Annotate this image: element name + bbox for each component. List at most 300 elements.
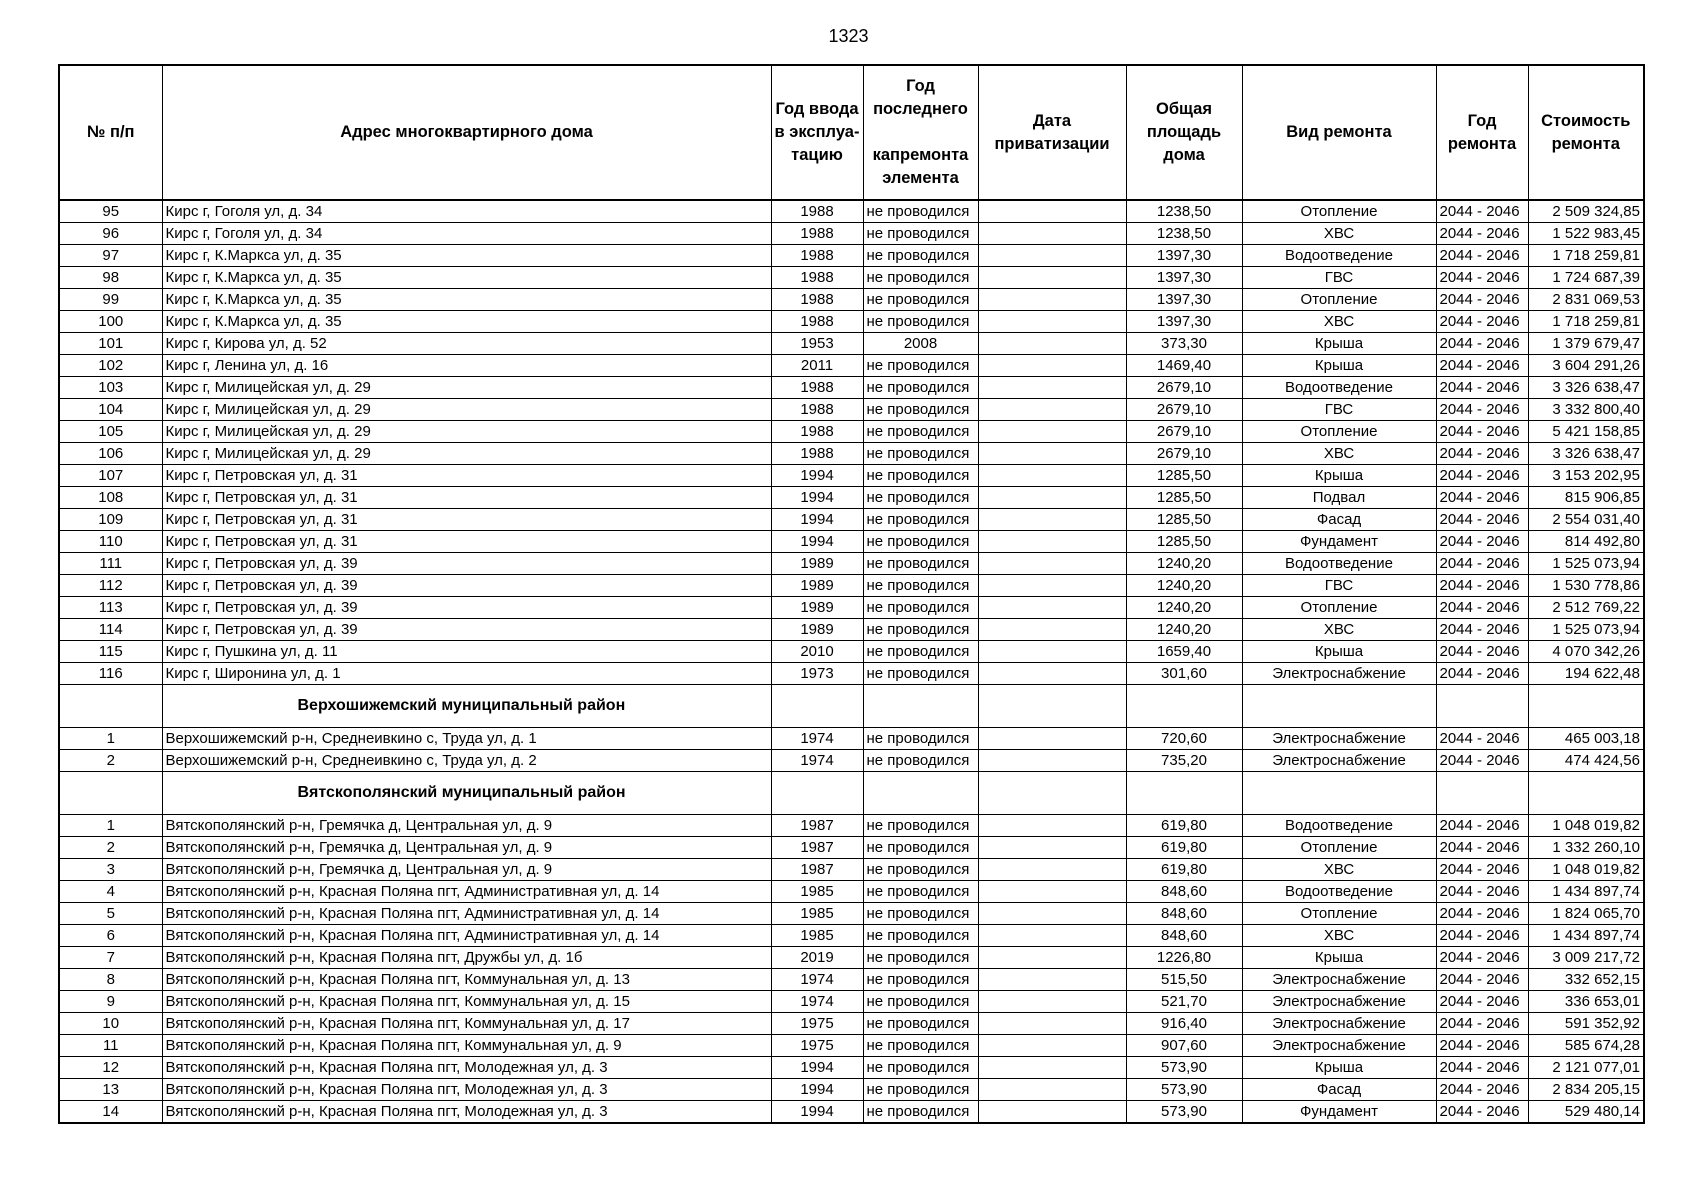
row-last-repair: не проводился	[863, 991, 978, 1013]
row-privatization	[978, 575, 1126, 597]
table-row	[59, 443, 1644, 465]
row-number: 99	[59, 289, 162, 311]
row-repair-period: 2044 - 2046	[1436, 465, 1528, 487]
row-area: 916,40	[1126, 1013, 1242, 1035]
table-row	[59, 311, 1644, 333]
row-last-repair: не проводился	[863, 267, 978, 289]
section-heading-row	[59, 772, 1644, 815]
row-area: 2679,10	[1126, 443, 1242, 465]
row-privatization	[978, 837, 1126, 859]
row-repair-type: Крыша	[1242, 947, 1436, 969]
row-address: Верхошижемский р-н, Среднеивкино с, Труда ул, д. 2	[162, 750, 771, 772]
row-last-repair: не проводился	[863, 728, 978, 750]
row-repair-type: ХВС	[1242, 223, 1436, 245]
row-number: 95	[59, 200, 162, 223]
row-address: Кирс г, Милицейская ул, д. 29	[162, 399, 771, 421]
row-commission-year: 1988	[771, 289, 863, 311]
section-title: Вятскополянский муниципальный район	[162, 772, 771, 815]
row-commission-year: 1974	[771, 969, 863, 991]
row-address: Кирс г, Милицейская ул, д. 29	[162, 377, 771, 399]
row-privatization	[978, 377, 1126, 399]
row-area: 1469,40	[1126, 355, 1242, 377]
row-area: 1397,30	[1126, 289, 1242, 311]
row-privatization	[978, 750, 1126, 772]
row-commission-year: 1989	[771, 575, 863, 597]
row-area: 1285,50	[1126, 509, 1242, 531]
row-commission-year: 1989	[771, 619, 863, 641]
row-area: 515,50	[1126, 969, 1242, 991]
row-area: 907,60	[1126, 1035, 1242, 1057]
row-last-repair: не проводился	[863, 553, 978, 575]
section-empty-cell	[863, 772, 978, 815]
repair-register-table	[58, 64, 1645, 1124]
row-commission-year: 1987	[771, 815, 863, 837]
row-area: 521,70	[1126, 991, 1242, 1013]
row-number: 13	[59, 1079, 162, 1101]
table-row	[59, 597, 1644, 619]
row-privatization	[978, 728, 1126, 750]
row-privatization	[978, 333, 1126, 355]
row-address: Кирс г, К.Маркса ул, д. 35	[162, 267, 771, 289]
row-number: 9	[59, 991, 162, 1013]
row-repair-period: 2044 - 2046	[1436, 1035, 1528, 1057]
row-area: 1285,50	[1126, 465, 1242, 487]
row-last-repair: не проводился	[863, 925, 978, 947]
row-address: Вятскополянский р-н, Красная Поляна пгт, Административная ул, д. 14	[162, 925, 771, 947]
row-repair-type: Крыша	[1242, 641, 1436, 663]
row-address: Вятскополянский р-н, Красная Поляна пгт, Административная ул, д. 14	[162, 881, 771, 903]
row-address: Кирс г, Петровская ул, д. 31	[162, 509, 771, 531]
row-repair-type: Крыша	[1242, 465, 1436, 487]
row-privatization	[978, 1101, 1126, 1124]
row-area: 848,60	[1126, 903, 1242, 925]
row-privatization	[978, 267, 1126, 289]
row-address: Вятскополянский р-н, Гремячка д, Центральная ул, д. 9	[162, 815, 771, 837]
row-address: Кирс г, Петровская ул, д. 39	[162, 597, 771, 619]
row-cost: 814 492,80	[1528, 531, 1644, 553]
row-last-repair: не проводился	[863, 200, 978, 223]
row-area: 1240,20	[1126, 553, 1242, 575]
row-cost: 1 525 073,94	[1528, 553, 1644, 575]
row-number: 104	[59, 399, 162, 421]
row-last-repair: не проводился	[863, 619, 978, 641]
row-cost: 1 048 019,82	[1528, 815, 1644, 837]
table-row	[59, 245, 1644, 267]
row-area: 1397,30	[1126, 245, 1242, 267]
row-address: Вятскополянский р-н, Гремячка д, Центральная ул, д. 9	[162, 859, 771, 881]
row-last-repair: не проводился	[863, 1079, 978, 1101]
row-last-repair: не проводился	[863, 969, 978, 991]
row-area: 1226,80	[1126, 947, 1242, 969]
row-area: 619,80	[1126, 859, 1242, 881]
row-commission-year: 1975	[771, 1035, 863, 1057]
header-area: Общая площадь дома	[1126, 65, 1242, 200]
row-cost: 1 434 897,74	[1528, 881, 1644, 903]
row-repair-period: 2044 - 2046	[1436, 575, 1528, 597]
row-address: Вятскополянский р-н, Гремячка д, Центральная ул, д. 9	[162, 837, 771, 859]
row-last-repair: не проводился	[863, 531, 978, 553]
row-commission-year: 1988	[771, 245, 863, 267]
row-address: Вятскополянский р-н, Красная Поляна пгт, Административная ул, д. 14	[162, 903, 771, 925]
section-empty-cell	[1126, 685, 1242, 728]
row-area: 301,60	[1126, 663, 1242, 685]
row-address: Кирс г, Ленина ул, д. 16	[162, 355, 771, 377]
table-row	[59, 859, 1644, 881]
row-number: 3	[59, 859, 162, 881]
row-repair-period: 2044 - 2046	[1436, 223, 1528, 245]
row-privatization	[978, 641, 1126, 663]
row-last-repair: не проводился	[863, 903, 978, 925]
row-last-repair: не проводился	[863, 837, 978, 859]
row-cost: 3 332 800,40	[1528, 399, 1644, 421]
row-repair-type: Подвал	[1242, 487, 1436, 509]
row-last-repair: не проводился	[863, 509, 978, 531]
row-cost: 3 326 638,47	[1528, 377, 1644, 399]
row-repair-type: Отопление	[1242, 200, 1436, 223]
row-cost: 2 509 324,85	[1528, 200, 1644, 223]
row-address: Кирс г, Петровская ул, д. 39	[162, 553, 771, 575]
row-cost: 474 424,56	[1528, 750, 1644, 772]
row-area: 848,60	[1126, 881, 1242, 903]
section-empty-cell	[1528, 772, 1644, 815]
section-empty-cell	[1242, 772, 1436, 815]
row-number: 101	[59, 333, 162, 355]
row-commission-year: 1988	[771, 377, 863, 399]
row-number: 107	[59, 465, 162, 487]
table-row	[59, 575, 1644, 597]
row-last-repair: не проводился	[863, 465, 978, 487]
row-address: Кирс г, Широнина ул, д. 1	[162, 663, 771, 685]
section-title: Верхошижемский муниципальный район	[162, 685, 771, 728]
row-commission-year: 1988	[771, 311, 863, 333]
row-area: 373,30	[1126, 333, 1242, 355]
row-commission-year: 1974	[771, 750, 863, 772]
table-row	[59, 641, 1644, 663]
row-repair-type: Крыша	[1242, 333, 1436, 355]
row-area: 573,90	[1126, 1057, 1242, 1079]
row-cost: 4 070 342,26	[1528, 641, 1644, 663]
table-row	[59, 1035, 1644, 1057]
row-cost: 591 352,92	[1528, 1013, 1644, 1035]
row-privatization	[978, 421, 1126, 443]
row-repair-type: ГВС	[1242, 267, 1436, 289]
row-area: 573,90	[1126, 1079, 1242, 1101]
row-cost: 529 480,14	[1528, 1101, 1644, 1124]
row-commission-year: 1988	[771, 399, 863, 421]
row-repair-period: 2044 - 2046	[1436, 947, 1528, 969]
row-repair-period: 2044 - 2046	[1436, 663, 1528, 685]
row-commission-year: 1994	[771, 465, 863, 487]
row-area: 619,80	[1126, 837, 1242, 859]
row-number: 110	[59, 531, 162, 553]
row-cost: 2 121 077,01	[1528, 1057, 1644, 1079]
table-row	[59, 837, 1644, 859]
row-privatization	[978, 399, 1126, 421]
row-repair-type: Фундамент	[1242, 1101, 1436, 1124]
row-commission-year: 1973	[771, 663, 863, 685]
row-repair-period: 2044 - 2046	[1436, 837, 1528, 859]
table-row	[59, 991, 1644, 1013]
row-commission-year: 1988	[771, 421, 863, 443]
row-repair-period: 2044 - 2046	[1436, 925, 1528, 947]
row-repair-type: Отопление	[1242, 903, 1436, 925]
row-last-repair: не проводился	[863, 223, 978, 245]
row-repair-period: 2044 - 2046	[1436, 641, 1528, 663]
row-number: 97	[59, 245, 162, 267]
row-privatization	[978, 947, 1126, 969]
row-privatization	[978, 465, 1126, 487]
row-commission-year: 1985	[771, 903, 863, 925]
table-row	[59, 881, 1644, 903]
row-repair-period: 2044 - 2046	[1436, 1079, 1528, 1101]
table-row	[59, 553, 1644, 575]
row-commission-year: 1994	[771, 1057, 863, 1079]
row-privatization	[978, 881, 1126, 903]
table-row	[59, 531, 1644, 553]
row-repair-type: Водоотведение	[1242, 881, 1436, 903]
table-row	[59, 421, 1644, 443]
row-address: Кирс г, К.Маркса ул, д. 35	[162, 311, 771, 333]
row-repair-period: 2044 - 2046	[1436, 903, 1528, 925]
row-commission-year: 1994	[771, 1101, 863, 1124]
row-last-repair: не проводился	[863, 311, 978, 333]
table-row	[59, 925, 1644, 947]
row-cost: 815 906,85	[1528, 487, 1644, 509]
section-heading-row	[59, 685, 1644, 728]
row-last-repair: не проводился	[863, 575, 978, 597]
row-repair-type: Отопление	[1242, 421, 1436, 443]
row-repair-period: 2044 - 2046	[1436, 267, 1528, 289]
table-row	[59, 509, 1644, 531]
row-repair-type: Электроснабжение	[1242, 750, 1436, 772]
table-row	[59, 750, 1644, 772]
row-number: 105	[59, 421, 162, 443]
row-address: Кирс г, Гоголя ул, д. 34	[162, 200, 771, 223]
row-privatization	[978, 619, 1126, 641]
row-last-repair: 2008	[863, 333, 978, 355]
header-repair-type: Вид ремонта	[1242, 65, 1436, 200]
header-repair-year: Год ремонта	[1436, 65, 1528, 200]
row-commission-year: 1974	[771, 728, 863, 750]
table-row	[59, 487, 1644, 509]
row-repair-type: Отопление	[1242, 289, 1436, 311]
row-repair-period: 2044 - 2046	[1436, 750, 1528, 772]
row-area: 720,60	[1126, 728, 1242, 750]
row-repair-type: Отопление	[1242, 837, 1436, 859]
row-repair-period: 2044 - 2046	[1436, 1013, 1528, 1035]
row-cost: 1 530 778,86	[1528, 575, 1644, 597]
table-row	[59, 815, 1644, 837]
header-last-repair: Год последнего капремонта элемента	[863, 65, 978, 200]
row-repair-period: 2044 - 2046	[1436, 355, 1528, 377]
row-cost: 3 604 291,26	[1528, 355, 1644, 377]
row-number: 6	[59, 925, 162, 947]
row-last-repair: не проводился	[863, 377, 978, 399]
row-area: 1659,40	[1126, 641, 1242, 663]
row-last-repair: не проводился	[863, 443, 978, 465]
row-commission-year: 1988	[771, 443, 863, 465]
row-area: 1240,20	[1126, 597, 1242, 619]
row-repair-period: 2044 - 2046	[1436, 553, 1528, 575]
row-repair-period: 2044 - 2046	[1436, 1057, 1528, 1079]
row-commission-year: 1987	[771, 837, 863, 859]
row-cost: 1 379 679,47	[1528, 333, 1644, 355]
table-row	[59, 903, 1644, 925]
row-commission-year: 1988	[771, 200, 863, 223]
row-area: 1285,50	[1126, 487, 1242, 509]
row-repair-type: Фасад	[1242, 1079, 1436, 1101]
table-row	[59, 465, 1644, 487]
table-row	[59, 969, 1644, 991]
row-repair-period: 2044 - 2046	[1436, 1101, 1528, 1124]
table-row	[59, 619, 1644, 641]
row-number: 10	[59, 1013, 162, 1035]
row-repair-type: ХВС	[1242, 859, 1436, 881]
section-spacer	[59, 685, 162, 728]
row-number: 112	[59, 575, 162, 597]
row-repair-type: Крыша	[1242, 355, 1436, 377]
row-repair-type: Водоотведение	[1242, 245, 1436, 267]
row-commission-year: 1989	[771, 553, 863, 575]
row-repair-type: ХВС	[1242, 311, 1436, 333]
row-privatization	[978, 1057, 1126, 1079]
section-spacer	[59, 772, 162, 815]
row-repair-type: Электроснабжение	[1242, 728, 1436, 750]
row-repair-period: 2044 - 2046	[1436, 728, 1528, 750]
table-row	[59, 223, 1644, 245]
row-commission-year: 1994	[771, 1079, 863, 1101]
row-cost: 3 009 217,72	[1528, 947, 1644, 969]
row-commission-year: 2010	[771, 641, 863, 663]
row-repair-type: Водоотведение	[1242, 553, 1436, 575]
row-address: Кирс г, Петровская ул, д. 39	[162, 619, 771, 641]
row-cost: 1 434 897,74	[1528, 925, 1644, 947]
row-cost: 1 048 019,82	[1528, 859, 1644, 881]
row-privatization	[978, 859, 1126, 881]
row-last-repair: не проводился	[863, 663, 978, 685]
row-commission-year: 1994	[771, 531, 863, 553]
row-repair-type: ХВС	[1242, 443, 1436, 465]
table-row	[59, 947, 1644, 969]
row-privatization	[978, 969, 1126, 991]
row-commission-year: 1988	[771, 223, 863, 245]
row-repair-period: 2044 - 2046	[1436, 509, 1528, 531]
row-repair-type: Фасад	[1242, 509, 1436, 531]
row-cost: 1 525 073,94	[1528, 619, 1644, 641]
row-privatization	[978, 1079, 1126, 1101]
section-empty-cell	[863, 685, 978, 728]
section-empty-cell	[978, 772, 1126, 815]
row-repair-period: 2044 - 2046	[1436, 289, 1528, 311]
row-privatization	[978, 553, 1126, 575]
row-address: Вятскополянский р-н, Красная Поляна пгт, Молодежная ул, д. 3	[162, 1057, 771, 1079]
section-empty-cell	[1242, 685, 1436, 728]
row-number: 1	[59, 815, 162, 837]
row-area: 848,60	[1126, 925, 1242, 947]
row-address: Вятскополянский р-н, Красная Поляна пгт, Коммунальная ул, д. 9	[162, 1035, 771, 1057]
row-area: 1397,30	[1126, 311, 1242, 333]
row-commission-year: 1953	[771, 333, 863, 355]
row-privatization	[978, 311, 1126, 333]
table-row	[59, 1013, 1644, 1035]
row-repair-period: 2044 - 2046	[1436, 619, 1528, 641]
page-number: 1323	[828, 26, 869, 46]
row-commission-year: 1985	[771, 925, 863, 947]
row-commission-year: 2011	[771, 355, 863, 377]
row-repair-period: 2044 - 2046	[1436, 815, 1528, 837]
table-row	[59, 333, 1644, 355]
header-row	[59, 65, 1644, 200]
row-cost: 1 724 687,39	[1528, 267, 1644, 289]
row-cost: 465 003,18	[1528, 728, 1644, 750]
row-address: Вятскополянский р-н, Красная Поляна пгт, Коммунальная ул, д. 13	[162, 969, 771, 991]
row-address: Кирс г, Петровская ул, д. 31	[162, 465, 771, 487]
row-cost: 1 332 260,10	[1528, 837, 1644, 859]
table-row	[59, 399, 1644, 421]
header-num: № п/п	[59, 65, 162, 200]
row-privatization	[978, 487, 1126, 509]
row-repair-period: 2044 - 2046	[1436, 597, 1528, 619]
row-repair-type: Водоотведение	[1242, 377, 1436, 399]
row-address: Вятскополянский р-н, Красная Поляна пгт, Молодежная ул, д. 3	[162, 1101, 771, 1124]
row-cost: 1 718 259,81	[1528, 311, 1644, 333]
table-row	[59, 200, 1644, 223]
row-privatization	[978, 200, 1126, 223]
row-last-repair: не проводился	[863, 859, 978, 881]
row-commission-year: 1985	[771, 881, 863, 903]
row-last-repair: не проводился	[863, 815, 978, 837]
row-repair-period: 2044 - 2046	[1436, 399, 1528, 421]
row-address: Кирс г, Петровская ул, д. 31	[162, 487, 771, 509]
row-address: Кирс г, Петровская ул, д. 31	[162, 531, 771, 553]
header-commission-year: Год ввода в эксплуа-тацию	[771, 65, 863, 200]
row-address: Кирс г, К.Маркса ул, д. 35	[162, 289, 771, 311]
section-empty-cell	[1528, 685, 1644, 728]
row-repair-period: 2044 - 2046	[1436, 200, 1528, 223]
row-privatization	[978, 663, 1126, 685]
section-empty-cell	[1126, 772, 1242, 815]
row-number: 96	[59, 223, 162, 245]
table-row	[59, 267, 1644, 289]
row-address: Кирс г, К.Маркса ул, д. 35	[162, 245, 771, 267]
row-repair-type: Электроснабжение	[1242, 1013, 1436, 1035]
row-number: 111	[59, 553, 162, 575]
row-area: 1397,30	[1126, 267, 1242, 289]
row-last-repair: не проводился	[863, 399, 978, 421]
row-repair-type: Водоотведение	[1242, 815, 1436, 837]
row-number: 11	[59, 1035, 162, 1057]
row-address: Вятскополянский р-н, Красная Поляна пгт, Коммунальная ул, д. 17	[162, 1013, 771, 1035]
row-repair-type: ХВС	[1242, 925, 1436, 947]
row-number: 113	[59, 597, 162, 619]
row-number: 103	[59, 377, 162, 399]
row-number: 100	[59, 311, 162, 333]
table-row	[59, 1101, 1644, 1124]
table-row	[59, 355, 1644, 377]
section-empty-cell	[771, 772, 863, 815]
row-cost: 2 554 031,40	[1528, 509, 1644, 531]
row-last-repair: не проводился	[863, 1057, 978, 1079]
row-last-repair: не проводился	[863, 1101, 978, 1124]
row-last-repair: не проводился	[863, 750, 978, 772]
row-repair-period: 2044 - 2046	[1436, 311, 1528, 333]
row-commission-year: 1994	[771, 487, 863, 509]
row-privatization	[978, 1013, 1126, 1035]
row-cost: 2 834 205,15	[1528, 1079, 1644, 1101]
row-privatization	[978, 443, 1126, 465]
table-row	[59, 1057, 1644, 1079]
row-number: 114	[59, 619, 162, 641]
